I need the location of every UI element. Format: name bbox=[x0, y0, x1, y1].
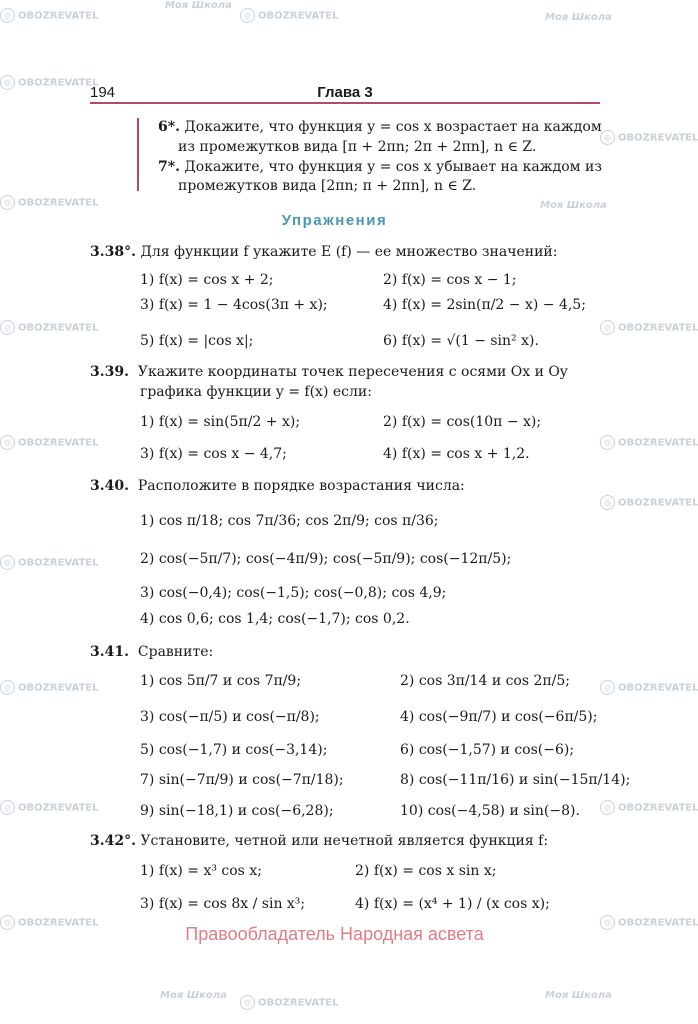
watermark: ◎ OBOZREVATEL bbox=[0, 435, 98, 450]
watermark-logo-icon: ◎ bbox=[600, 320, 615, 335]
watermark-logo-icon: ◎ bbox=[0, 915, 15, 930]
watermark: ◎ OBOZREVATEL bbox=[600, 800, 698, 815]
watermark-logo-icon: ◎ bbox=[240, 8, 255, 23]
watermark: Моя Школа bbox=[545, 990, 612, 1001]
watermark-logo-icon: ◎ bbox=[0, 800, 15, 815]
watermark: ◎ OBOZREVATEL bbox=[0, 915, 98, 930]
exercise-item: 3) f(x) = cos 8x / sin x³; bbox=[140, 896, 306, 912]
watermark: ◎ OBOZREVATEL bbox=[0, 680, 98, 695]
watermark-logo-icon: ◎ bbox=[600, 915, 615, 930]
copyright-footer: Правообладатель Народная асвета bbox=[185, 924, 484, 944]
watermark: ◎ OBOZREVATEL bbox=[600, 915, 698, 930]
watermark: Моя Школа bbox=[540, 200, 607, 211]
exercise-item: 2) f(x) = cos(10π − x); bbox=[383, 414, 542, 430]
watermark-logo-icon: ◎ bbox=[600, 495, 615, 510]
watermark: ◎ OBOZREVATEL bbox=[0, 800, 98, 815]
watermark-logo-icon: ◎ bbox=[600, 800, 615, 815]
exercise-item: 10) cos(−4,58) и sin(−8). bbox=[400, 803, 580, 819]
exercise-item: 6) f(x) = √(1 − sin² x). bbox=[383, 333, 539, 349]
exercise-item: 4) f(x) = cos x + 1,2. bbox=[383, 446, 530, 462]
exercise-item: 6) cos(−1,57) и cos(−6); bbox=[400, 742, 575, 758]
watermark-logo-icon: ◎ bbox=[0, 8, 15, 23]
watermark: ◎ OBOZREVATEL bbox=[600, 495, 698, 510]
watermark-logo-icon: ◎ bbox=[600, 130, 615, 145]
theory-side-bar bbox=[137, 118, 139, 191]
exercise-item: 3) f(x) = 1 − 4cos(3π + x); bbox=[140, 297, 328, 313]
watermark: ◎ OBOZREVATEL bbox=[600, 320, 698, 335]
watermark: ◎ OBOZREVATEL bbox=[240, 995, 338, 1010]
theory-item-6: 6*. Докажите, что функция y = cos x возрастает на каждом bbox=[158, 119, 602, 135]
watermark: ◎ OBOZREVATEL bbox=[0, 75, 98, 90]
watermark: ◎ OBOZREVATEL bbox=[0, 555, 98, 570]
theory-item-7: 7*. Докажите, что функция y = cos x убывает на каждом из bbox=[158, 159, 602, 175]
theory-item-6-line2: из промежутков вида [π + 2πn; 2π + 2πn], n ∈ Z. bbox=[178, 139, 537, 155]
exercise-item: 4) cos(−9π/7) и cos(−6π/5); bbox=[400, 709, 598, 725]
watermark-logo-icon: ◎ bbox=[0, 195, 15, 210]
exercise-item: 4) cos 0,6; cos 1,4; cos(−1,7); cos 0,2. bbox=[140, 611, 410, 627]
page-header bbox=[90, 84, 600, 104]
watermark: ◎ OBOZREVATEL bbox=[600, 680, 698, 695]
exercise-item: 8) cos(−11π/16) и sin(−15π/14); bbox=[400, 772, 631, 788]
exercise-item: 2) cos 3π/14 и cos 2π/5; bbox=[400, 673, 570, 689]
watermark-logo-icon: ◎ bbox=[240, 995, 255, 1010]
exercise-item: 7) sin(−7π/9) и cos(−7π/18); bbox=[140, 772, 344, 788]
exercise-item: 2) f(x) = cos x − 1; bbox=[383, 272, 517, 288]
watermark: Моя Школа bbox=[160, 990, 227, 1001]
exercise-item: 2) f(x) = cos x sin x; bbox=[355, 863, 497, 879]
watermark-logo-icon: ◎ bbox=[600, 680, 615, 695]
watermark: ◎ OBOZREVATEL bbox=[240, 8, 338, 23]
exercise-item: 1) f(x) = cos x + 2; bbox=[140, 272, 274, 288]
watermark: ◎ OBOZREVATEL bbox=[600, 130, 698, 145]
exercise-item: 9) sin(−18,1) и cos(−6,28); bbox=[140, 803, 334, 819]
watermark-logo-icon: ◎ bbox=[0, 680, 15, 695]
watermark: Моя Школа bbox=[545, 12, 612, 23]
exercise-3-38: 3.38°. Для функции f укажите E (f) — ее множество значений: bbox=[90, 244, 558, 260]
exercise-3-39: 3.39. Укажите координаты точек пересечения с осями Ox и Oy bbox=[90, 364, 568, 380]
watermark-logo-icon: ◎ bbox=[0, 320, 15, 335]
watermark-logo-icon: ◎ bbox=[0, 75, 15, 90]
watermark: ◎ OBOZREVATEL bbox=[600, 435, 698, 450]
exercise-item: 5) cos(−1,7) и cos(−3,14); bbox=[140, 742, 328, 758]
exercise-item: 1) cos π/18; cos 7π/36; cos 2π/9; cos π/36; bbox=[140, 513, 439, 529]
exercise-item: 2) cos(−5π/7); cos(−4π/9); cos(−5π/9); cos(−12π/5); bbox=[140, 551, 512, 567]
watermark-logo-icon: ◎ bbox=[600, 435, 615, 450]
exercise-3-40: 3.40. Расположите в порядке возрастания числа: bbox=[90, 478, 465, 494]
exercise-item: 5) f(x) = |cos x|; bbox=[140, 333, 254, 349]
exercise-3-39-line2: графика функции y = f(x) если: bbox=[140, 384, 372, 400]
exercise-item: 1) f(x) = sin(5π/2 + x); bbox=[140, 414, 301, 430]
watermark: ◎ OBOZREVATEL bbox=[0, 8, 98, 23]
exercise-item: 3) f(x) = cos x − 4,7; bbox=[140, 446, 287, 462]
exercise-3-41: 3.41. Сравните: bbox=[90, 644, 214, 660]
exercise-3-42: 3.42°. Установите, четной или нечетной является функция f: bbox=[90, 833, 549, 849]
page-number: 194 bbox=[90, 84, 116, 101]
section-title: Упражнения bbox=[281, 212, 388, 229]
watermark-logo-icon: ◎ bbox=[0, 555, 15, 570]
watermark-logo-icon: ◎ bbox=[0, 435, 15, 450]
chapter-title: Глава 3 bbox=[317, 84, 373, 101]
exercise-item: 1) f(x) = x³ cos x; bbox=[140, 863, 262, 879]
theory-item-7-line2: промежутков вида [2πn; π + 2πn], n ∈ Z. bbox=[178, 178, 477, 194]
watermark: ◎ OBOZREVATEL bbox=[0, 195, 98, 210]
watermark: ◎ OBOZREVATEL bbox=[0, 320, 98, 335]
exercise-item: 3) cos(−0,4); cos(−1,5); cos(−0,8); cos 4,9; bbox=[140, 585, 447, 601]
exercise-item: 3) cos(−π/5) и cos(−π/8); bbox=[140, 709, 320, 725]
exercise-item: 4) f(x) = (x⁴ + 1) / (x cos x); bbox=[355, 896, 550, 912]
watermark: Моя Школа bbox=[165, 0, 232, 11]
exercise-item: 1) cos 5π/7 и cos 7π/9; bbox=[140, 673, 302, 689]
exercise-item: 4) f(x) = 2sin(π/2 − x) − 4,5; bbox=[383, 297, 586, 313]
